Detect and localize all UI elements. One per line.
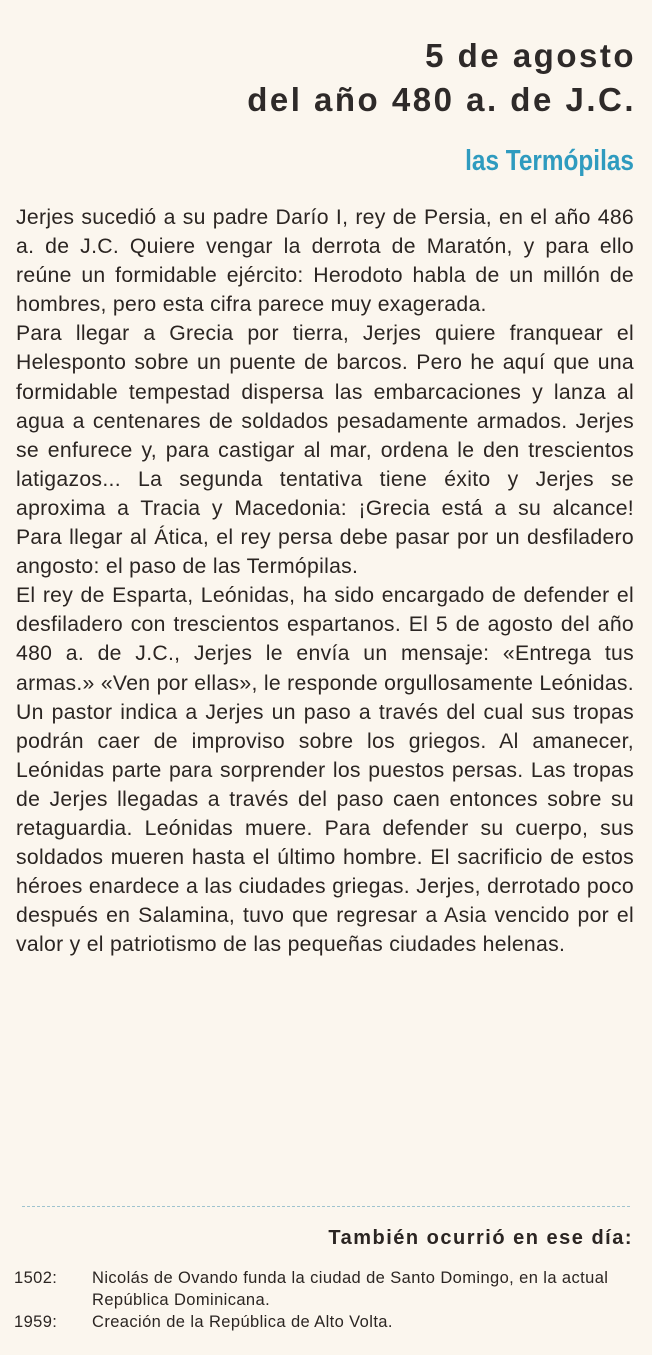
article-body	[16, 203, 634, 959]
also-on-this-day-heading: También ocurrió en ese día:	[328, 1227, 633, 1249]
date-line-2: del año 480 a. de J.C.	[247, 81, 636, 118]
event-description: Creación de la República de Alto Volta.	[92, 1313, 393, 1331]
list-item	[14, 1311, 639, 1333]
event-year: 1502:	[14, 1269, 58, 1287]
events-list	[14, 1267, 639, 1333]
date-line-1: 5 de agosto	[425, 37, 636, 74]
article-paragraph-3: El rey de Esparta, Leónidas, ha sido encargado de defender el desfiladero con trescientos espartanos. El 5 de agosto del año 480 a. de J.C., Jerjes le envía un mensaje: «Entrega tus armas.» «Ven por ellas», le responde orgullosamente Leónidas. Un pastor indica a Jerjes un paso a través del cual sus tropas podrán caer de improviso sobre los griegos. Al amanecer, Leónidas parte para sorprender los puestos persas. Las tropas de Jerjes llegadas a través del paso caen entonces sobre su retaguardia. Leónidas muere. Para defender su cuerpo, sus soldados mueren hasta el último hombre. El sacrificio de estos héroes enardece a las ciudades griegas. Jerjes, derrotado poco después en Salamina, tuvo que regresar a Asia vencido por el valor y el patriotismo de las pequeñas ciudades helenas.	[16, 584, 634, 957]
place-title: las Termópilas	[465, 145, 634, 177]
section-divider	[22, 1206, 630, 1207]
event-description: Nicolás de Ovando funda la ciudad de Santo Domingo, en la actual República Dominicana.	[92, 1269, 609, 1309]
article-paragraph-2: Para llegar a Grecia por tierra, Jerjes quiere franquear el Helesponto sobre un puente de barcos. Pero he aquí que una formidable tempestad dispersa las embarcaciones y lanza al agua a centenares de soldados pesadamente armados. Jerjes se enfurece y, para castigar al mar, ordena le den trescientos latigazos... La segunda tentativa tiene éxito y Jerjes se aproxima a Tracia y Macedonia: ¡Grecia está a su alcance! Para llegar al Ática, el rey persa debe pasar por un desfiladero angosto: el paso de las Termópilas.	[16, 322, 634, 579]
article-paragraph-1: Jerjes sucedió a su padre Darío I, rey de Persia, en el año 486 a. de J.C. Quiere vengar la derrota de Maratón, y para ello reúne un formidable ejército: Herodoto habla de un millón de hombres, pero esta cifra parece muy exagerada.	[16, 206, 634, 317]
event-year: 1959:	[14, 1313, 58, 1331]
list-item	[14, 1267, 639, 1311]
date-heading	[247, 34, 636, 122]
